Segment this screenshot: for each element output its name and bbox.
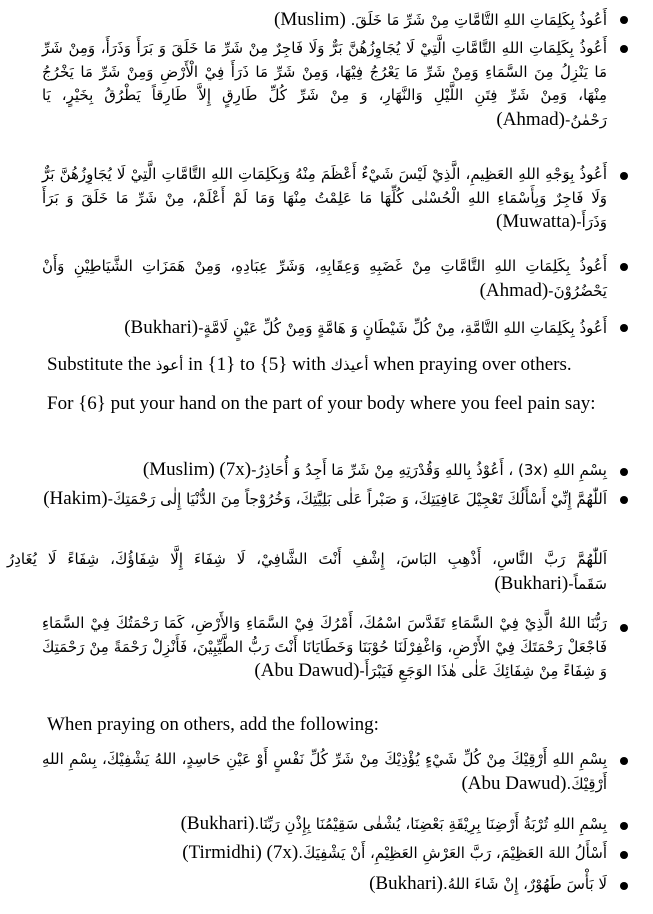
bullet — [620, 822, 628, 830]
bullet — [620, 172, 628, 180]
bullet — [620, 882, 628, 890]
source-citation: (Bukhari) — [124, 317, 199, 338]
source-citation: (Muwatta) — [496, 211, 577, 232]
bullet — [620, 757, 628, 765]
source-citation: (Abu Dawud) — [254, 660, 360, 681]
source-citation: (Bukhari) — [180, 813, 255, 834]
dua-text: أَسْأَلُ اللهَ العَظِيْمَ، رَبَّ العَرْشِ العَظِيْمِ، أَنْ يَشْفِيَكَ.(Tirmidhi) (7x) — [182, 842, 607, 863]
source-citation: (Bukhari) — [494, 572, 569, 594]
bullet — [620, 324, 628, 332]
dua-text: اَللّٰهُمَّ إِنِّيْ أَسْأَلُكَ تَعْجِيْلَ عَافِيَتِكَ، وَ صَبْراً عَلٰى بَلِيَّتِكَ، وَخُرُوْجاً مِنَ الدُّنْيَا إِلٰى رَحْمَتِكَ-(Hakim) — [43, 488, 607, 509]
dua-text: أَعُوذُ بِكَلِمَاتِ اللهِ التَّامَّةِ، مِنْ كُلِّ شَيْطَانٍ وَ هَامَّةٍ وَمِنْ كُلِّ عَيْنٍ لَامَّةٍ-(Bukhari) — [124, 317, 607, 338]
dua-text: لَا بَأْسَ طَهُوْرٌ، إِنْ شَاءَ اللهُ.(Bukhari) — [369, 873, 607, 894]
substitution-note: Substitute the أعوذ in {1} to {5} with أعيذك when praying over others. — [47, 354, 572, 375]
bullet — [620, 45, 628, 53]
source-citation: (Bukhari) — [369, 873, 443, 894]
dua-text: أَعُوذُ بِوَجْهِ اللهِ العَظِيمِ، الَّذِيْ لَيْسَ شَيْءٌ أَعْظَمَ مِنْهُ وَبِكَلِمَاتِ اللهِ التَّامَّاتِ الَّتِيْ لَا يُجَاوِزُهُنَّ بَرٌّ وَلَا فَاجِرٌ وَبِأَسْمَاءِ اللهِ الْحُسْنٰى كُلِّهَا مَا عَلِمْتُ مِنْهَا وَمَا لَمْ أَعْلَمْ، مِنْ شَرِّ مَا خَلَقَ وَ بَرَأَ وَذَرَأَ-(Muwatta) — [42, 165, 607, 232]
bullet — [620, 263, 628, 271]
source-citation: (Tirmidhi) (7x) — [182, 842, 299, 863]
source-citation: (Ahmad) — [496, 108, 565, 130]
bullet — [620, 851, 628, 859]
dua-text: بِسْمِ اللهِ تُرْبَةُ أَرْضِنَا بِرِيْقَةِ بَعْضِنَا، يُشْفٰى سَقِيْمُنَا بِإِذْنِ رَبِّنَا.(Bukhari) — [180, 813, 607, 834]
dua-text: بِسْمِ اللهِ (3x) ، أَعُوْذُ بِاللهِ وَقُدْرَتِهِ مِنْ شَرِّ مَا أَجِدُ وَ أُحَاذِرُ-(Muslim) (7x) — [142, 459, 607, 480]
dua-text: رَبُّنَا اللهُ الَّذِيْ فِيْ السَّمَاءِ تَقَدَّسَ اسْمُكَ، أَمْرُكَ فِيْ السَّمَاءِ وَالأَرْضِ، كَمَا رَحْمَتُكَ فِيْ السَّمَاءِ فَاجْعَلْ رَحْمَتَكَ فِيْ الأَرْضِ، وَاغْفِرْلَنَا حُوْبَنَا وَخَطَايَانَا أَنْتَ رَبُّ الطَّيِّبِيْنَ، فَأَنْزِلْ رَحْمَةً مِنْ رَحْمَتِكَ وَ شِفَاءً مِنْ شِفَائِكَ عَلٰى هٰذَا الوَجَعِ فَيَبْرَأَ-(Abu Dawud) — [42, 614, 607, 681]
source-citation: (Ahmad) — [479, 279, 549, 301]
source-citation: (Abu Dawud) — [461, 772, 567, 794]
dua-text: بِسْمِ اللهِ أَرْقِيْكَ مِنْ كُلِّ شَيْءٍ يُؤْذِيْكَ مِنْ شَرِّ كُلِّ نَفْسٍ أَوْ عَيْنِ حَاسِدٍ، اللهُ يَشْفِيْكَ، بِسْمِ اللهِ أَرْقِيْكَ.(Abu Dawud) — [42, 750, 607, 794]
instruction-paragraph-2: When praying on others, add the following: — [47, 714, 379, 735]
source-citation: (Muslim) — [274, 9, 346, 30]
source-citation: (Muslim) (7x) — [142, 459, 252, 480]
source-citation: (Hakim) — [43, 488, 108, 509]
bullet — [620, 496, 628, 504]
dua-text: أَعُوذُ بِكَلِمَاتِ اللهِ التَّامَّاتِ مِنْ شَرِّ مَا خَلَقَ. (Muslim) — [274, 9, 607, 30]
bullet — [620, 624, 628, 632]
instruction-paragraph: For {6} put your hand on the part of your body where you feel pain say: — [47, 393, 596, 414]
dua-text: أَعُوذُ بِكَلِمَاتِ اللهِ التَّامَّاتِ مِنْ غَضَبِهِ وَعِقَابِهِ، وَشَرِّ عِبَادِهِ، وَمِنْ هَمَزَاتِ الشَّيَاطِيْنِ وَأَنْ يَحْضُرُوْنَ-(Ahmad) — [42, 257, 607, 301]
bullet — [620, 468, 628, 476]
bullet — [620, 16, 628, 24]
dua-text: أَعُوذُ بِكَلِمَاتِ اللهِ التَّامَّاتِ الَّتِيْ لَا يُجَاوِزُهُنَّ بَرٌّ وَلَا فَاجِرٌ مِنْ شَرِّ مَا خَلَقَ وَ بَرَأَ وَذَرَأَ، وَمِنْ شَرِّ مَا يَنْزِلُ مِنَ السَّمَاءِ وَمِنْ شَرِّ مَا يَعْرُجُ فِيْهَا، وَمِنْ شَرِّ مَا ذَرَأَ فِيْ الْأَرْضِ وَمِنْ شَرِّ مَا يَخْرُجُ مِنْهَا، وَمِنْ شَرِّ فِتَنِ اللَّيْلِ وَالنَّهَارِ، وَ مِنْ شَرِّ كُلِّ طَارِقٍ إِلاَّ طَارِقاً يَطْرُقُ بِخَيْرٍ، يَا رَحْمٰنُ-(Ahmad) — [42, 39, 607, 130]
dua-text: اَللّٰهُمَّ رَبَّ النَّاسِ، أَذْهِبِ البَاسَ، إِشْفِ أَنْتَ الشَّافِيْ، لَا شِفَاءَ إِلَّا شِفَاؤُكَ، شِفَاءً لَا يُغَادِرُ سَقَماً-(Bukhari) — [7, 550, 607, 594]
